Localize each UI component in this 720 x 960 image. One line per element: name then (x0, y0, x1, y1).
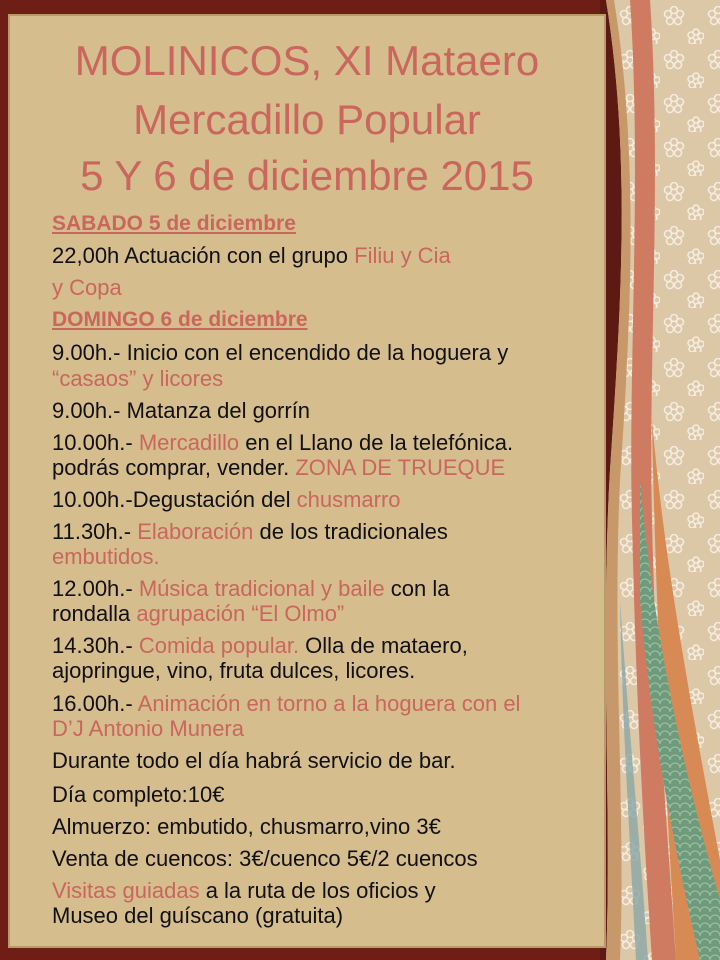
e8-time: 16.00h.- (52, 691, 138, 716)
sunday-event-8-cont: D’J Antonio Munera (52, 716, 244, 741)
saturday-event (52, 243, 451, 268)
title-line-3: 5 Y 6 de diciembre 2015 (80, 152, 534, 199)
saturday-event-text: 22,00h Actuación con el grupo (52, 243, 355, 268)
lunch-price: Almuerzo: embutido, chusmarro,vino 3€ (52, 814, 441, 839)
e4-text: 10.00h.-Degustación del (52, 487, 297, 512)
e3-highlight: Mercadillo (138, 430, 240, 455)
sunday-event-8 (52, 691, 520, 716)
title-line-1: MOLINICOS, XI Mataero (74, 37, 540, 84)
e5-time: 11.30h.- (52, 519, 138, 544)
saturday-header: SABADO 5 de diciembre (52, 212, 296, 235)
e3-text: en el Llano de la telefónica. (239, 430, 514, 455)
e6-group: agrupación “El Olmo” (136, 601, 345, 626)
sunday-event-5 (52, 519, 448, 544)
day-price: Día completo:10€ (52, 782, 225, 807)
sunday-event-3 (52, 430, 513, 455)
sunday-event-3-cont (52, 455, 505, 480)
visits-text: a la ruta de los oficios y (199, 878, 436, 903)
sunday-event-7 (52, 633, 468, 658)
sunday-event-1-cont: “casaos” y licores (52, 366, 224, 391)
e7-highlight: Comida popular. (138, 633, 300, 658)
e6-text: con la (384, 576, 450, 601)
title-line-2: Mercadillo Popular (133, 96, 481, 143)
sunday-event-6 (52, 576, 449, 601)
saturday-band-name: Filiu y Cia (354, 243, 451, 268)
e3-trueque: ZONA DE TRUEQUE (295, 455, 506, 480)
bar-service: Durante todo el día habrá servicio de bar. (52, 748, 456, 773)
e5-text: de los tradicionales (253, 519, 448, 544)
e6-time: 12.00h.- (52, 576, 139, 601)
e7-text: Olla de mataero, (299, 633, 468, 658)
visits-highlight: Visitas guiadas (52, 878, 200, 903)
sunday-event-7-cont: ajopringue, vino, fruta dulces, licores. (52, 658, 416, 683)
sunday-event-4 (52, 487, 401, 512)
e3-time: 10.00h.- (52, 430, 139, 455)
e3-text-2: podrás comprar, vender. (52, 455, 296, 480)
visits-cont: Museo del guíscano (gratuita) (52, 903, 344, 928)
e7-time: 14.30h.- (52, 633, 139, 658)
visits (52, 878, 436, 903)
sunday-event-1: 9.00h.- Inicio con el encendido de la hoguera y (52, 340, 509, 365)
sunday-header: DOMINGO 6 de diciembre (52, 308, 308, 331)
sunday-event-5-cont: embutidos. (52, 544, 160, 569)
bowls-price: Venta de cuencos: 3€/cuenco 5€/2 cuencos (52, 846, 478, 871)
saturday-event-cont: y Copa (52, 275, 122, 300)
e6-highlight: Música tradicional y baile (138, 576, 385, 601)
sunday-event-2: 9.00h.- Matanza del gorrín (52, 398, 311, 423)
e6-text-2: rondalla (52, 601, 137, 626)
e5-highlight: Elaboración (137, 519, 254, 544)
e8-highlight: Animación en torno a la hoguera con el (137, 691, 521, 716)
e4-highlight: chusmarro (296, 487, 401, 512)
sunday-event-6-cont (52, 601, 344, 626)
